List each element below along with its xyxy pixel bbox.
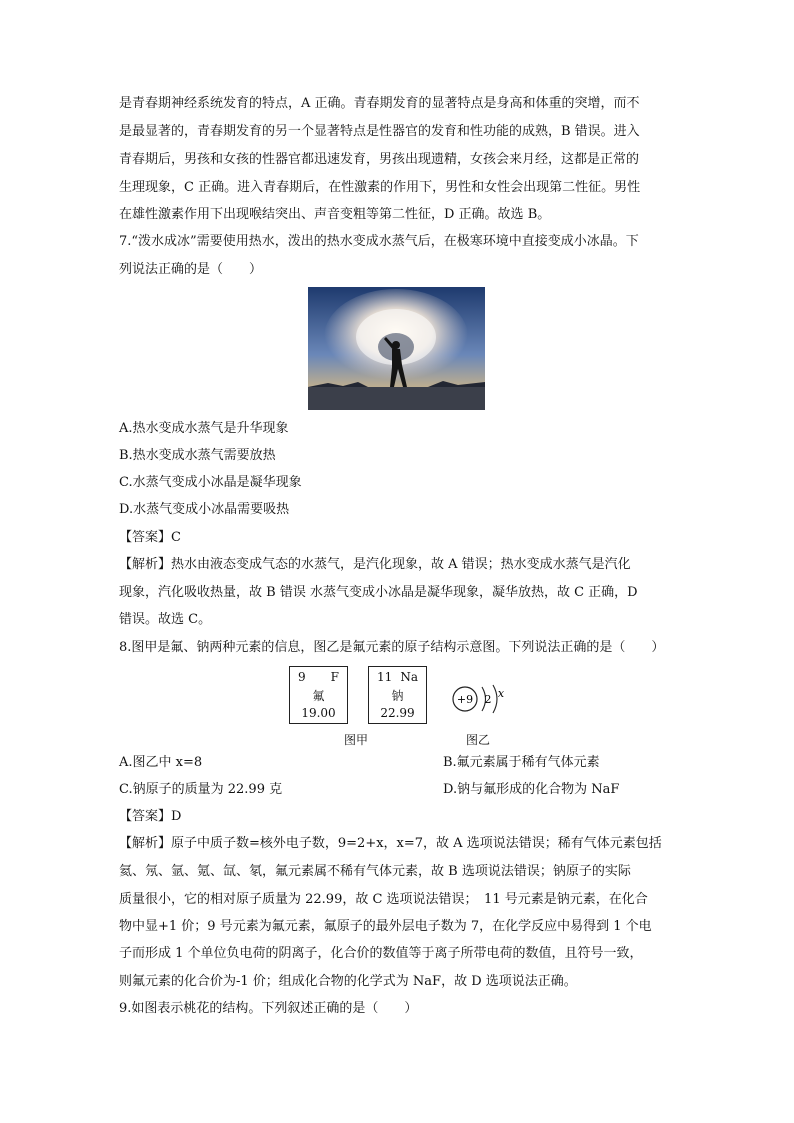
sodium-element-card [368,666,427,724]
shell-2-electrons: x [497,687,505,700]
q8-analysis: 则氟元素的化合价为-1 价；组成化合物的化学式为 NaF，故 D 选项说法正确。 [119,974,577,989]
q8-option-a: A.图乙中 x=8 [119,755,203,770]
fluorine-atom-diagram [448,680,518,726]
q8-analysis: 氦、氖、氩、氪、氙、氡，氟元素属不稀有气体元素，故 B 选项说法错误；钠原子的实际 [119,864,631,879]
atomic-number: 9 [298,670,306,684]
q7-stem: 列说法正确的是（ ） [119,262,263,277]
q7-analysis: 现象，汽化吸收热量，故 B 错误 水蒸气变成小冰晶是凝华现象，凝华放热，故 C 正确，D [119,585,638,600]
splash-water-photo [308,287,485,410]
q8-option-c: C.钠原子的质量为 22.99 克 [119,782,283,797]
nucleus-charge: +9 [456,693,474,706]
q9-stem: 9.如图表示桃花的结构。下列叙述正确的是（ ） [119,1001,418,1016]
shell-1-electrons: 2 [484,693,492,706]
atomic-number: 11 [377,670,393,684]
element-name: 氟 [312,689,325,703]
q7-analysis: 【解析】热水由液态变成气态的水蒸气，是汽化现象，故 A 错误；热水变成水蒸气是汽化 [119,557,631,572]
q8-analysis: 子而形成 1 个单位负电荷的阴离子，化合价的数值等于离子所带电荷的数值，且符号一致， [119,946,643,961]
atomic-mass: 22.99 [380,706,415,720]
q8-analysis: 质量很小，它的相对原子质量为 22.99，故 C 选项说法错误； 11 号元素是钠元素，在化合 [119,892,648,907]
q7-answer: 【答案】C [119,530,181,545]
element-symbol: Na [400,670,418,684]
q8-option-b: B.氟元素属于稀有气体元素 [443,755,600,770]
element-name: 钠 [391,689,404,703]
q8-stem: 8.图甲是氟、钠两种元素的信息，图乙是氟元素的原子结构示意图。下列说法正确的是（ ） [119,640,665,655]
fluorine-element-card [289,666,348,724]
text-line: 青春期后，男孩和女孩的性器官都迅速发育，男孩出现遗精，女孩会来月经，这都是正常的 [119,152,640,167]
q7-option-d: D.水蒸气变成小冰晶需要吸热 [119,502,290,517]
q7-stem: 7.“泼水成冰”需要使用热水，泼出的热水变成水蒸气后，在极寒环境中直接变成小冰晶。下 [119,234,639,249]
q8-answer: 【答案】D [119,809,182,824]
text-line: 在雄性激素作用下出现喉结突出、声音变粗等第二性征，D 正确。故选 B。 [119,207,551,222]
q8-option-d: D.钠与氟形成的化合物为 NaF [443,782,620,797]
figure-b-caption: 图乙 [466,733,491,747]
element-symbol: F [330,670,339,684]
text-line: 是青春期神经系统发育的特点，A 正确。青春期发育的显著特点是身高和体重的突增，而不 [119,96,640,111]
text-line: 生理现象，C 正确。进入青春期后，在性激素的作用下，男性和女性会出现第二性征。男性 [119,180,641,195]
q7-option-c: C.水蒸气变成小冰晶是凝华现象 [119,475,302,490]
q8-analysis: 【解析】原子中质子数=核外电子数，9=2+x，x=7，故 A 选项说法错误；稀有气体元素包括 [119,836,662,851]
q7-option-b: B.热水变成水蒸气需要放热 [119,448,276,463]
q8-analysis: 物中显+1 价；9 号元素为氟元素，氟原子的最外层电子数为 7，在化学反应中易得到 1 个电 [119,919,652,934]
figure-a-caption: 图甲 [344,733,369,747]
q7-analysis: 错误。故选 C。 [119,612,212,627]
q7-option-a: A.热水变成水蒸气是升华现象 [119,421,289,436]
atomic-mass: 19.00 [301,706,336,720]
text-line: 是最显著的，青春期发育的另一个显著特点是性器官的发育和性功能的成熟，B 错误。进入 [119,124,640,139]
